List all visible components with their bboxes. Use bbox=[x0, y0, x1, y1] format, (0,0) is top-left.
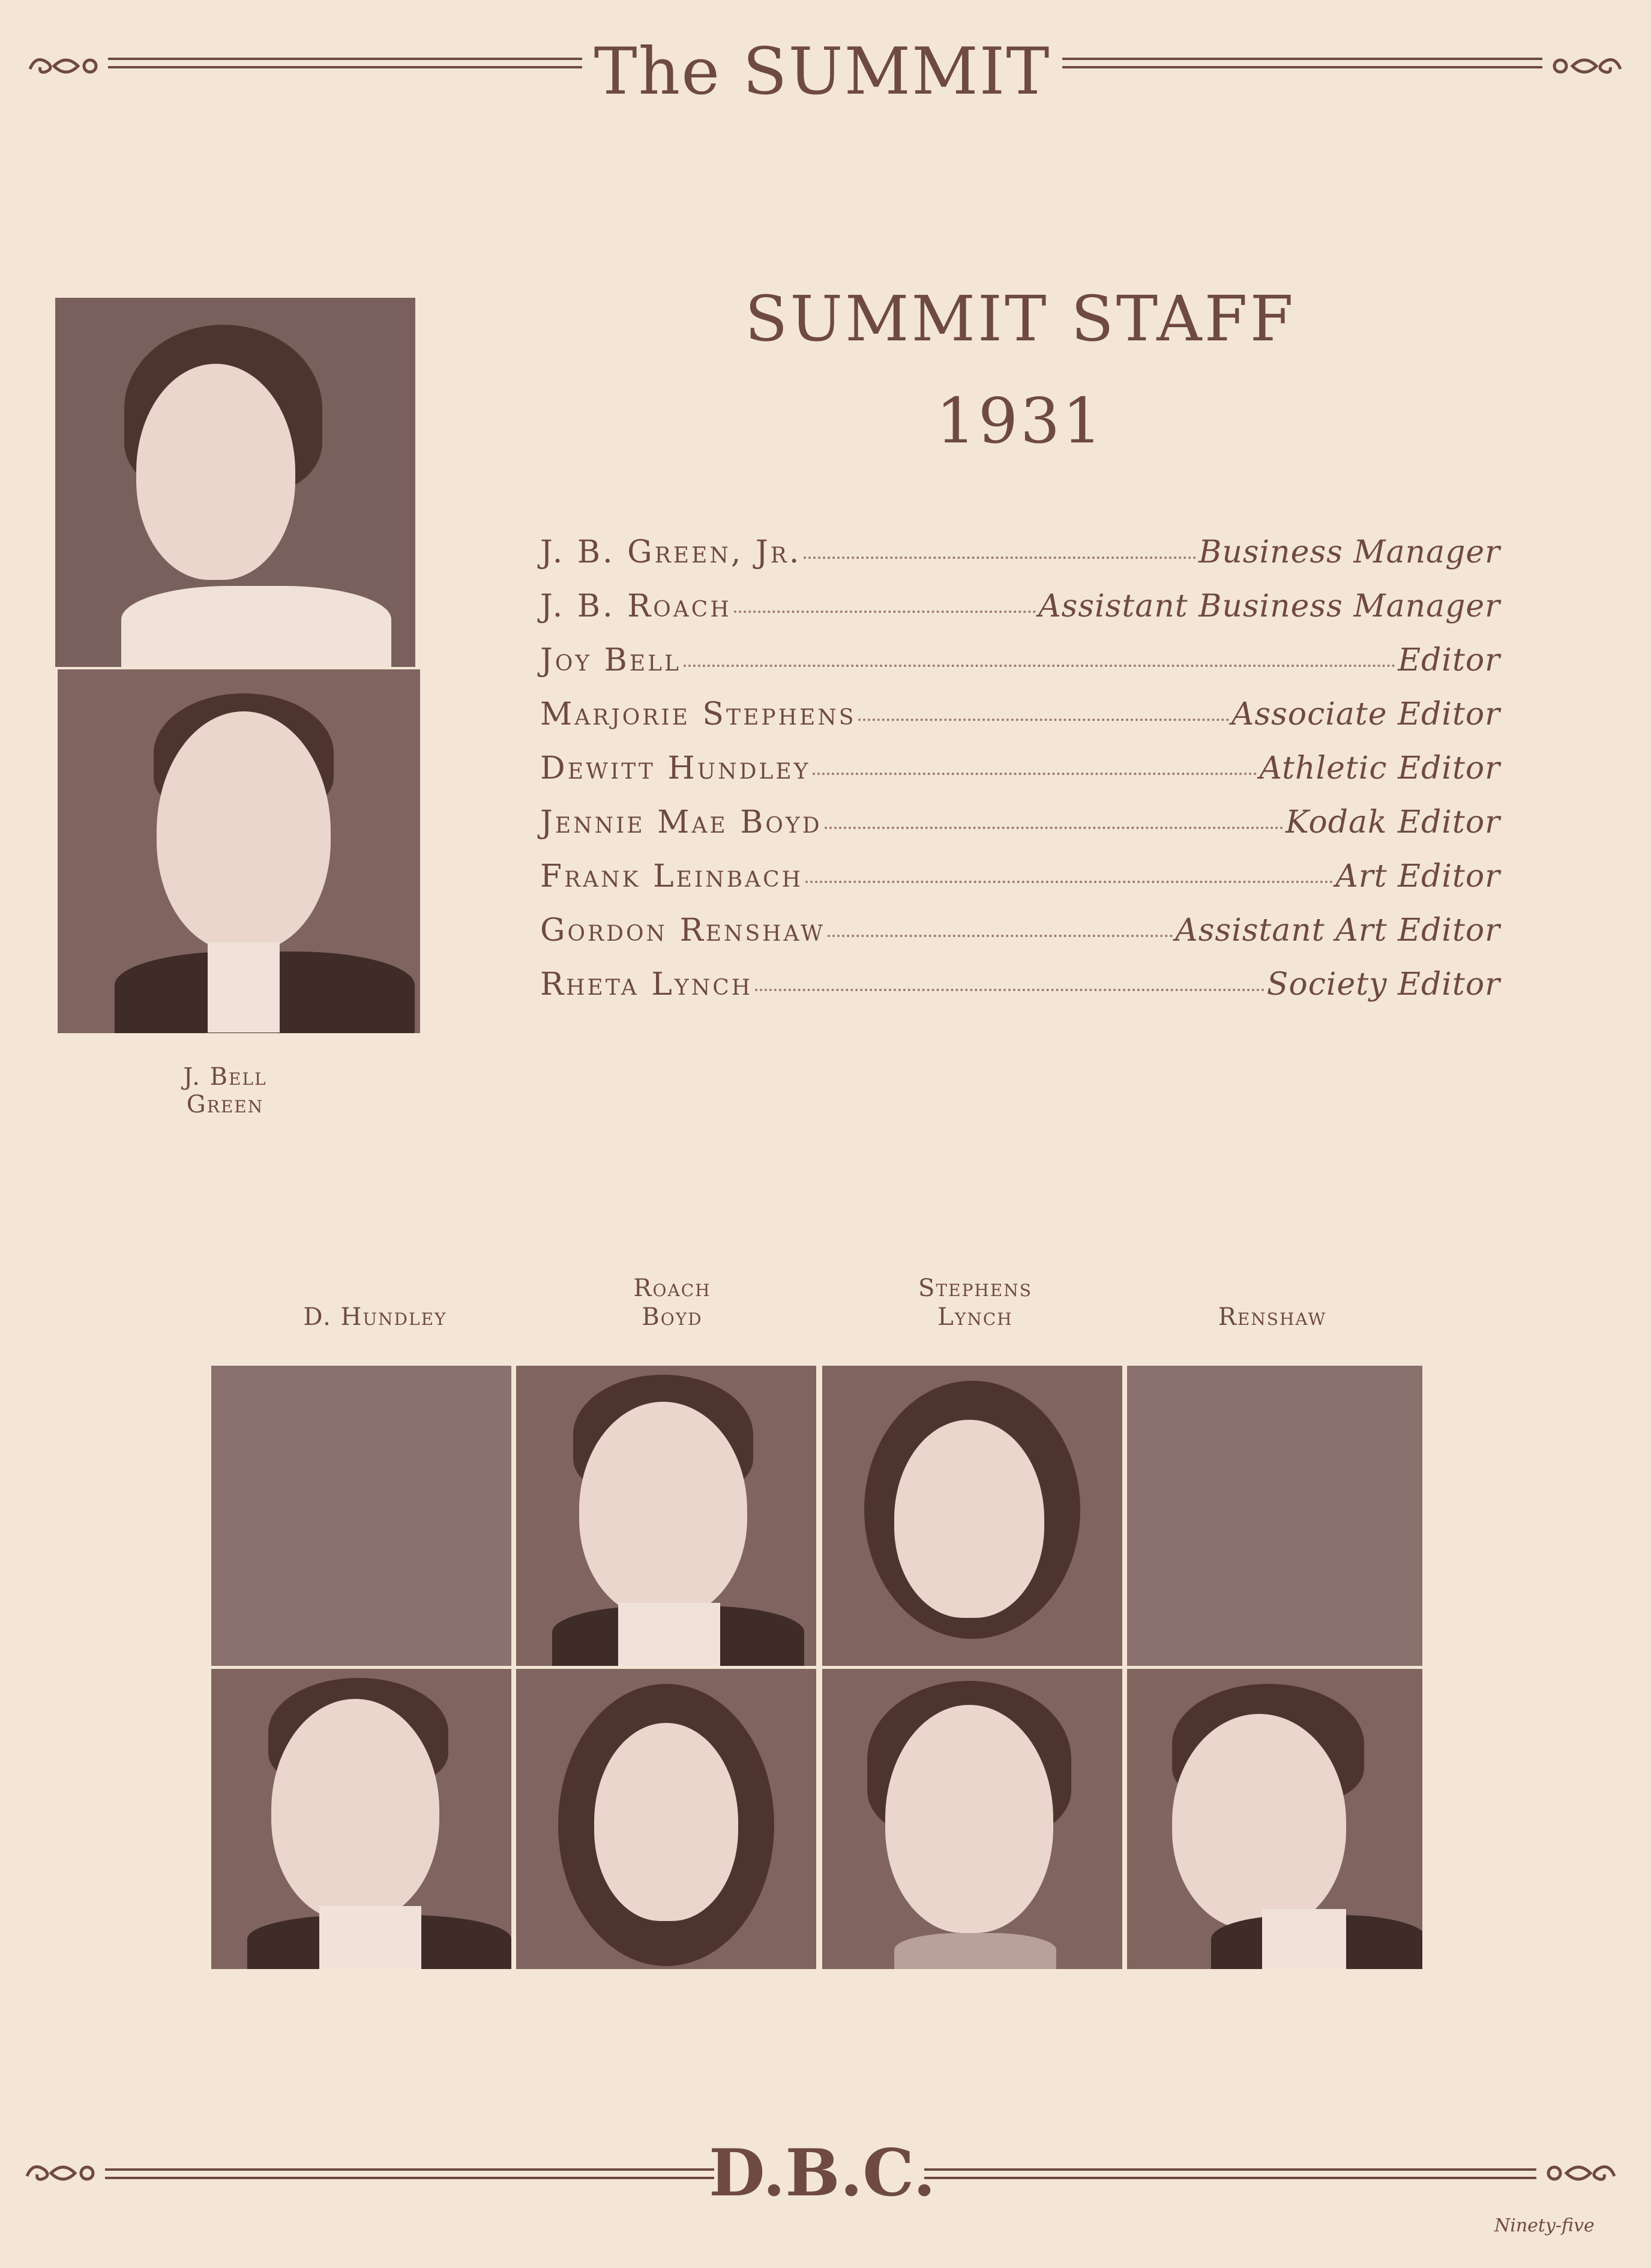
page-number: Ninety-five bbox=[1494, 2215, 1595, 2236]
header-rule-right bbox=[1062, 58, 1542, 68]
staff-name: J. B. Roach bbox=[540, 588, 732, 624]
staff-name: Dewitt Hundley bbox=[540, 750, 811, 786]
staff-row bbox=[540, 967, 1500, 1015]
staff-name: Rheta Lynch bbox=[540, 967, 753, 1003]
staff-role: Assistant Business Manager bbox=[1038, 588, 1500, 624]
blank-photo-slot bbox=[211, 1366, 511, 1666]
staff-name: Frank Leinbach bbox=[540, 858, 804, 894]
staff-role: Kodak Editor bbox=[1285, 804, 1500, 840]
staff-role: Society Editor bbox=[1266, 967, 1500, 1003]
portrait-photo bbox=[822, 1366, 1122, 1666]
scroll-ornament-icon bbox=[1542, 45, 1626, 87]
grid-caption: Boyd bbox=[642, 1303, 703, 1331]
footer-rule-left bbox=[105, 2168, 714, 2179]
portrait-photo bbox=[58, 669, 420, 1033]
leader-dots bbox=[828, 935, 1173, 937]
grid-caption: Stephens bbox=[918, 1274, 1032, 1302]
staff-role: Editor bbox=[1398, 642, 1500, 678]
staff-role: Business Manager bbox=[1198, 534, 1500, 570]
staff-role: Assistant Art Editor bbox=[1175, 912, 1500, 949]
photo-caption-top: J. Bell bbox=[183, 1063, 267, 1091]
collar bbox=[618, 1603, 720, 1666]
staff-row bbox=[540, 696, 1500, 744]
leader-dots bbox=[825, 827, 1283, 829]
portrait-photo bbox=[211, 1669, 511, 1969]
leader-dots bbox=[805, 881, 1333, 883]
leader-dots bbox=[755, 989, 1265, 991]
scroll-ornament-icon bbox=[1536, 2152, 1620, 2194]
header-title: The SUMMIT bbox=[594, 34, 1051, 109]
scroll-ornament-icon bbox=[24, 45, 108, 87]
staff-row bbox=[540, 804, 1500, 852]
face bbox=[594, 1723, 738, 1921]
staff-row bbox=[540, 642, 1500, 690]
portrait-photo bbox=[516, 1366, 816, 1666]
portrait-photo bbox=[1127, 1669, 1422, 1969]
staff-role: Associate Editor bbox=[1231, 696, 1500, 732]
face bbox=[157, 711, 331, 952]
collar bbox=[121, 586, 391, 667]
leader-dots bbox=[734, 611, 1036, 613]
collar bbox=[208, 942, 280, 1033]
staff-row bbox=[540, 588, 1500, 636]
leader-dots bbox=[684, 665, 1395, 667]
portrait-photo bbox=[55, 298, 415, 667]
staff-row bbox=[540, 858, 1500, 906]
face bbox=[579, 1402, 747, 1618]
staff-role: Art Editor bbox=[1335, 858, 1500, 894]
staff-name: Gordon Renshaw bbox=[540, 912, 826, 949]
scroll-ornament-icon bbox=[21, 2152, 105, 2194]
grid-caption: D. Hundley bbox=[303, 1303, 447, 1331]
staff-name: J. B. Green, Jr. bbox=[540, 534, 802, 570]
portrait-photo bbox=[822, 1669, 1122, 1969]
grid-caption: Roach bbox=[633, 1274, 711, 1302]
face bbox=[271, 1699, 439, 1921]
face bbox=[894, 1420, 1044, 1618]
leader-dots bbox=[804, 556, 1196, 559]
staff-name: Jennie Mae Boyd bbox=[540, 804, 822, 840]
photo-caption-bottom: Green bbox=[186, 1091, 264, 1118]
collar bbox=[319, 1906, 421, 1969]
staff-row bbox=[540, 750, 1500, 798]
header-rule-left bbox=[108, 58, 582, 68]
staff-name: Marjorie Stephens bbox=[540, 696, 856, 732]
staff-row bbox=[540, 912, 1500, 961]
portrait-photo bbox=[516, 1669, 816, 1969]
staff-row bbox=[540, 534, 1500, 582]
staff-role: Athletic Editor bbox=[1259, 750, 1500, 786]
grid-caption: Lynch bbox=[937, 1303, 1013, 1331]
collar bbox=[1262, 1909, 1346, 1969]
face bbox=[885, 1705, 1053, 1933]
face bbox=[136, 364, 295, 580]
page-title: SUMMIT STAFF bbox=[745, 282, 1296, 355]
leader-dots bbox=[858, 719, 1228, 721]
footer-title: D.B.C. bbox=[709, 2135, 936, 2211]
collar bbox=[894, 1933, 1056, 1969]
staff-name: Joy Bell bbox=[540, 642, 681, 678]
blank-photo-slot bbox=[1127, 1366, 1422, 1666]
page-year: 1931 bbox=[936, 384, 1105, 457]
grid-caption: Renshaw bbox=[1218, 1303, 1327, 1331]
face bbox=[1172, 1714, 1346, 1930]
leader-dots bbox=[813, 773, 1257, 775]
footer-rule-right bbox=[924, 2168, 1536, 2179]
